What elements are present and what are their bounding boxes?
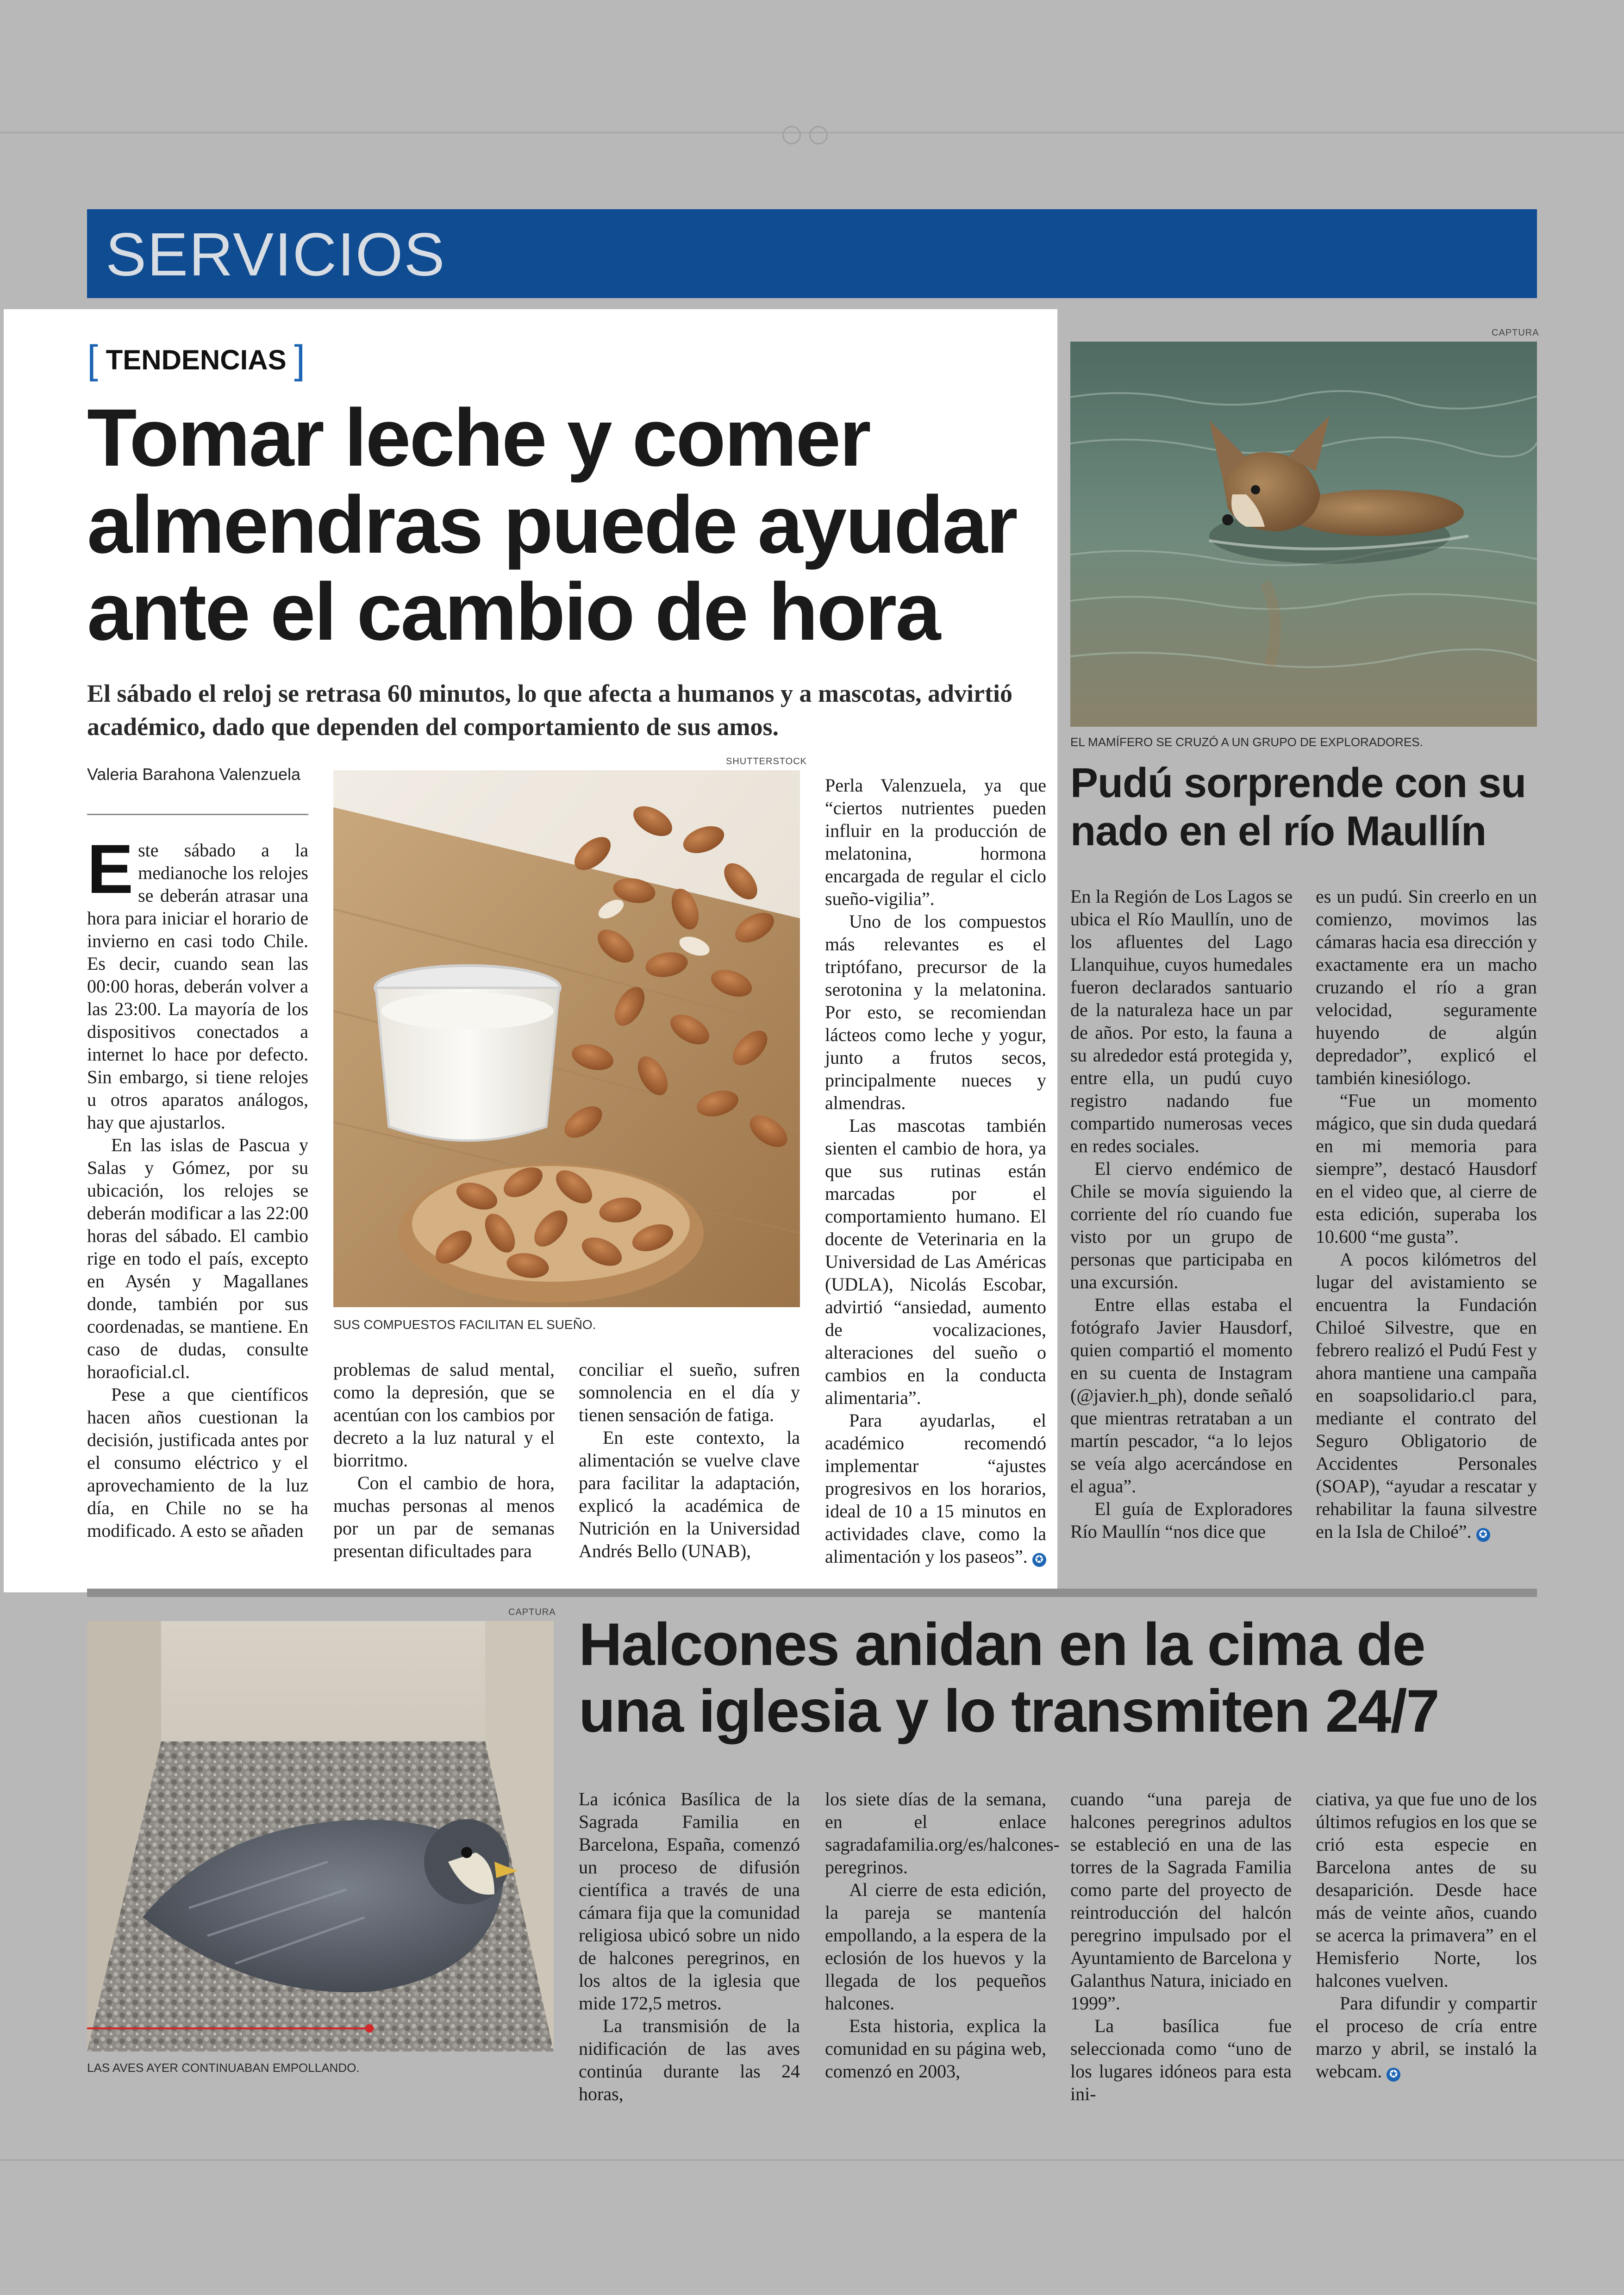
pudu-photo-caption: EL MAMÍFERO SE CRUZÓ A UN GRUPO DE EXPLORADORES.: [1070, 735, 1423, 749]
paragraph: es un pudú. Sin creerlo en un comienzo, movimos las cámaras hacia esa dirección y exactamente era un macho cruzando el río a gran velocidad, seguramente huyendo de algún depredador”, explicó el también kinesiólogo.: [1316, 886, 1537, 1088]
pudu-column-1: [1070, 885, 1293, 1543]
paragraph: El ciervo endémico de Chile se movía siguiendo la corriente del río cuando fue visto por un grupo de personas que participaba en una excursión.: [1070, 1158, 1293, 1292]
pudu-swimming-illustration: [1070, 342, 1537, 727]
falcon-nest-photo: [87, 1621, 554, 2052]
halcones-column-4: [1316, 1788, 1537, 2083]
main-headline: [87, 394, 1050, 655]
halcones-photo-credit: CAPTURA: [508, 1607, 556, 1617]
end-of-article-icon: ✪: [1387, 2068, 1400, 2082]
paragraph: Entre ellas estaba el fotógrafo Javier Hausdorf, quien compartió el momento en su cuenta de Instagram (@javier.h_ph), donde señaló que mientras retrataban a un martín pescador, “a lo lejos se veía algo acercándose en el agua”.: [1070, 1294, 1293, 1497]
pudu-photo-credit: CAPTURA: [1492, 328, 1539, 338]
pudu-photo: [1070, 342, 1537, 727]
drop-cap: E: [87, 830, 134, 908]
paragraph: problemas de salud mental, como la depresión, que se acentúan con los cambios por decreto a la luz natural y el biorritmo.: [333, 1359, 555, 1471]
headline-line: Tomar leche y comer: [87, 393, 870, 483]
paragraph-text: Para ayudarlas, el académico recomendó implementar “ajustes progresivos en los horarios, ideal de 10 a 15 minutos en actividades clave, como la alimentación y los paseos”.: [825, 1410, 1046, 1567]
article-deck: El sábado el reloj se retrasa 60 minutos, lo que afecta a humanos y a mascotas, advirtió académico, dado que dependen del comportamiento de sus amos.: [87, 680, 1012, 741]
headline-line: una iglesia y lo transmiten 24/7: [579, 1677, 1439, 1745]
paragraph: Con el cambio de hora, muchas personas al menos por un par de semanas presentan dificultades para: [333, 1472, 555, 1561]
end-of-article-icon: ✪: [1032, 1553, 1046, 1567]
paragraph: La icónica Basílica de la Sagrada Familia en Barcelona, España, comenzó un proceso de difusión científica a través de una cámara fija que la comunidad religiosa ubicó sobre un nido de halcones peregrinos, en los altos de la iglesia que mide 172,5 metros.: [579, 1789, 800, 2014]
paragraph: Las mascotas también sienten el cambio de hora, ya que sus rutinas están marcadas por el comportamiento humano. El docente de Veterinaria en la Universidad de Las Américas (UDLA), Nicolás Escobar, advirtió “ansiedad, aumento de vocalizaciones, alteraciones del sueño o cambios en la conducta alimentaria”.: [825, 1115, 1046, 1408]
halcones-column-1: [579, 1788, 800, 2105]
headline-line: Halcones anidan en la cima de: [579, 1610, 1425, 1678]
bottom-rule: [0, 2159, 1624, 2161]
paragraph: ciativa, ya que fue uno de los últimos refugios en los que se crió esta especie en Barcelona antes de su desaparición. Desde hace más de veinte años, cuando se acerca la primavera” en el Hemisferio Norte, los halcones vuelven.: [1316, 1789, 1537, 1991]
milk-almonds-illustration: [333, 770, 800, 1307]
photo-credit: SHUTTERSTOCK: [726, 756, 807, 767]
paragraph: Esta historia, explica la comunidad en su página web, comenzó en 2003,: [825, 2015, 1046, 2082]
section-header: [87, 209, 1537, 298]
end-of-article-icon: ✪: [1476, 1528, 1490, 1542]
paragraph: La basílica fue seleccionada como “uno de los lugares idóneos para esta ini-: [1070, 2015, 1292, 2104]
kicker-bracket-open: [: [87, 337, 98, 382]
paragraph: [87, 830, 308, 1134]
paragraph: La transmisión de la nidificación de las aves continúa durante las 24 horas,: [579, 2015, 800, 2104]
paragraph: Uno de los compuestos más relevantes es el triptófano, precursor de la serotonina y la melatonina. Por esto, se recomiendan lácteos como leche y yogur, junto a frutos secos, principalmente nueces y almendras.: [825, 911, 1046, 1113]
paragraph-text: Para difundir y compartir el proceso de cría entre marzo y abril, se instaló la webcam.: [1316, 1993, 1537, 2082]
halcones-headline: [579, 1611, 1537, 1744]
paragraph: En la Región de Los Lagos se ubica el Río Maullín, uno de los afluentes del Lago Llanquihue, cuyos humedales fueron declarados santuario de la naturaleza hace un par de años. Por esto, la fauna a su alrededor está protegida y, entre ella, un pudú cuyo registro nadando fue compartido numerosas veces en redes sociales.: [1070, 886, 1293, 1156]
section-divider: [87, 1589, 1537, 1597]
article-column-1: [87, 830, 308, 1542]
circle-icon: [809, 126, 828, 144]
paragraph: [1316, 1992, 1537, 2083]
paragraph-text: ste sábado a la medianoche los relojes se deberán atrasar una hora para iniciar el horario de invierno en casi todo Chile. Es decir, cuando sean las 00:00 horas, deberán volver a las 23:00. La mayoría de los dispositivos conectados a internet lo hace por defecto. Sin embargo, si tiene relojes u otros aparatos análogos, hay que ajustarlos.: [87, 840, 308, 1133]
paragraph: los siete días de la semana, en el enlace sagradafamilia.org/es/halcones-peregrinos.: [825, 1789, 1060, 1877]
paragraph: cuando “una pareja de halcones peregrinos adultos se estableció en una de las torres de la Sagrada Familia como parte del proyecto de reintroducción del halcón peregrino impulsado por el Ayuntamiento de Barcelona y Galanthus Natura, iniciado en 1999”.: [1070, 1789, 1292, 2014]
byline-divider: [87, 814, 308, 815]
halcones-photo-caption: LAS AVES AYER CONTINUABAN EMPOLLANDO.: [87, 2061, 360, 2075]
paragraph: “Fue un momento mágico, que sin duda quedará en mi memoria para siempre”, destacó Hausdorf en el video que, al cierre de esta edición, superaba los 10.600 “me gusta”.: [1316, 1090, 1537, 1247]
halcones-column-2: [825, 1788, 1060, 2083]
headline-line: almendras puede ayudar: [87, 480, 1017, 570]
circle-icon: [782, 126, 801, 144]
section-title: SERVICIOS: [106, 220, 446, 288]
paragraph: Pese a que científicos hacen años cuestionan la decisión, justificada antes por el consumo eléctrico y el aprovechamiento de la luz día, en Chile no se ha modificado. A esto se añaden: [87, 1384, 308, 1541]
headline-line: ante el cambio de hora: [87, 567, 940, 657]
pudu-column-2: [1316, 885, 1537, 1543]
paragraph: Al cierre de esta edición, la pareja se mantenía empollando, a la espera de la eclosión de los huevos y la llegada de los pequeños halcones.: [825, 1879, 1046, 2014]
article-kicker: [87, 337, 305, 383]
paragraph: En las islas de Pascua y Salas y Gómez, por su ubicación, los relojes se deberán modificar a las 22:00 horas del sábado. El cambio rige en todo el país, excepto en Aysén y Magallanes donde, también por sus coordenadas, se mantiene. En caso de dudas, consulte horaoficial.cl.: [87, 1135, 308, 1382]
paragraph-text: A pocos kilómetros del lugar del avistamiento se encuentra la Fundación Chiloé Silvestre, que en febrero realizó el Pudú Fest y ahora mantiene una campaña en soapsolidario.cl para, mediante el contrato del Seguro Obligatorio de Accidentes Personales (SOAP), “ayudar a rescatar y rehabilitar la fauna silvestre en la Isla de Chiloé”.: [1316, 1249, 1537, 1542]
paragraph: conciliar el sueño, sufren somnolencia en el día y tienen sensación de fatiga.: [579, 1359, 800, 1425]
milk-almonds-photo: [333, 770, 800, 1307]
article-column-2: [333, 1358, 555, 1562]
article-column-4: [825, 774, 1046, 1568]
photo-caption: SUS COMPUESTOS FACILITAN EL SUEÑO.: [333, 1317, 596, 1332]
page-marker-dots: [782, 126, 838, 140]
kicker-label: TENDENCIAS: [106, 344, 287, 375]
pudu-headline: [1070, 759, 1538, 855]
paragraph: El guía de Exploradores Río Maullín “nos dice que: [1070, 1498, 1293, 1542]
byline: Valeria Barahona Valenzuela: [87, 765, 300, 784]
article-column-3: [579, 1358, 800, 1562]
paragraph: [825, 1409, 1046, 1568]
halcones-column-3: [1070, 1788, 1292, 2105]
kicker-bracket-close: ]: [294, 337, 306, 382]
headline-line: nado en el río Maullín: [1070, 808, 1487, 854]
falcon-nest-illustration: [87, 1621, 554, 2052]
headline-line: Pudú sorprende con su: [1070, 760, 1526, 806]
paragraph: [1316, 1248, 1537, 1543]
paragraph: En este contexto, la alimentación se vuelve clave para facilitar la adaptación, explicó la académica de Nutrición en la Universidad Andrés Bello (UNAB),: [579, 1427, 800, 1561]
paragraph: Perla Valenzuela, ya que “ciertos nutrientes pueden influir en la producción de melatonina, hormona encargada de regular el ciclo sueño-vigilia”.: [825, 775, 1046, 909]
